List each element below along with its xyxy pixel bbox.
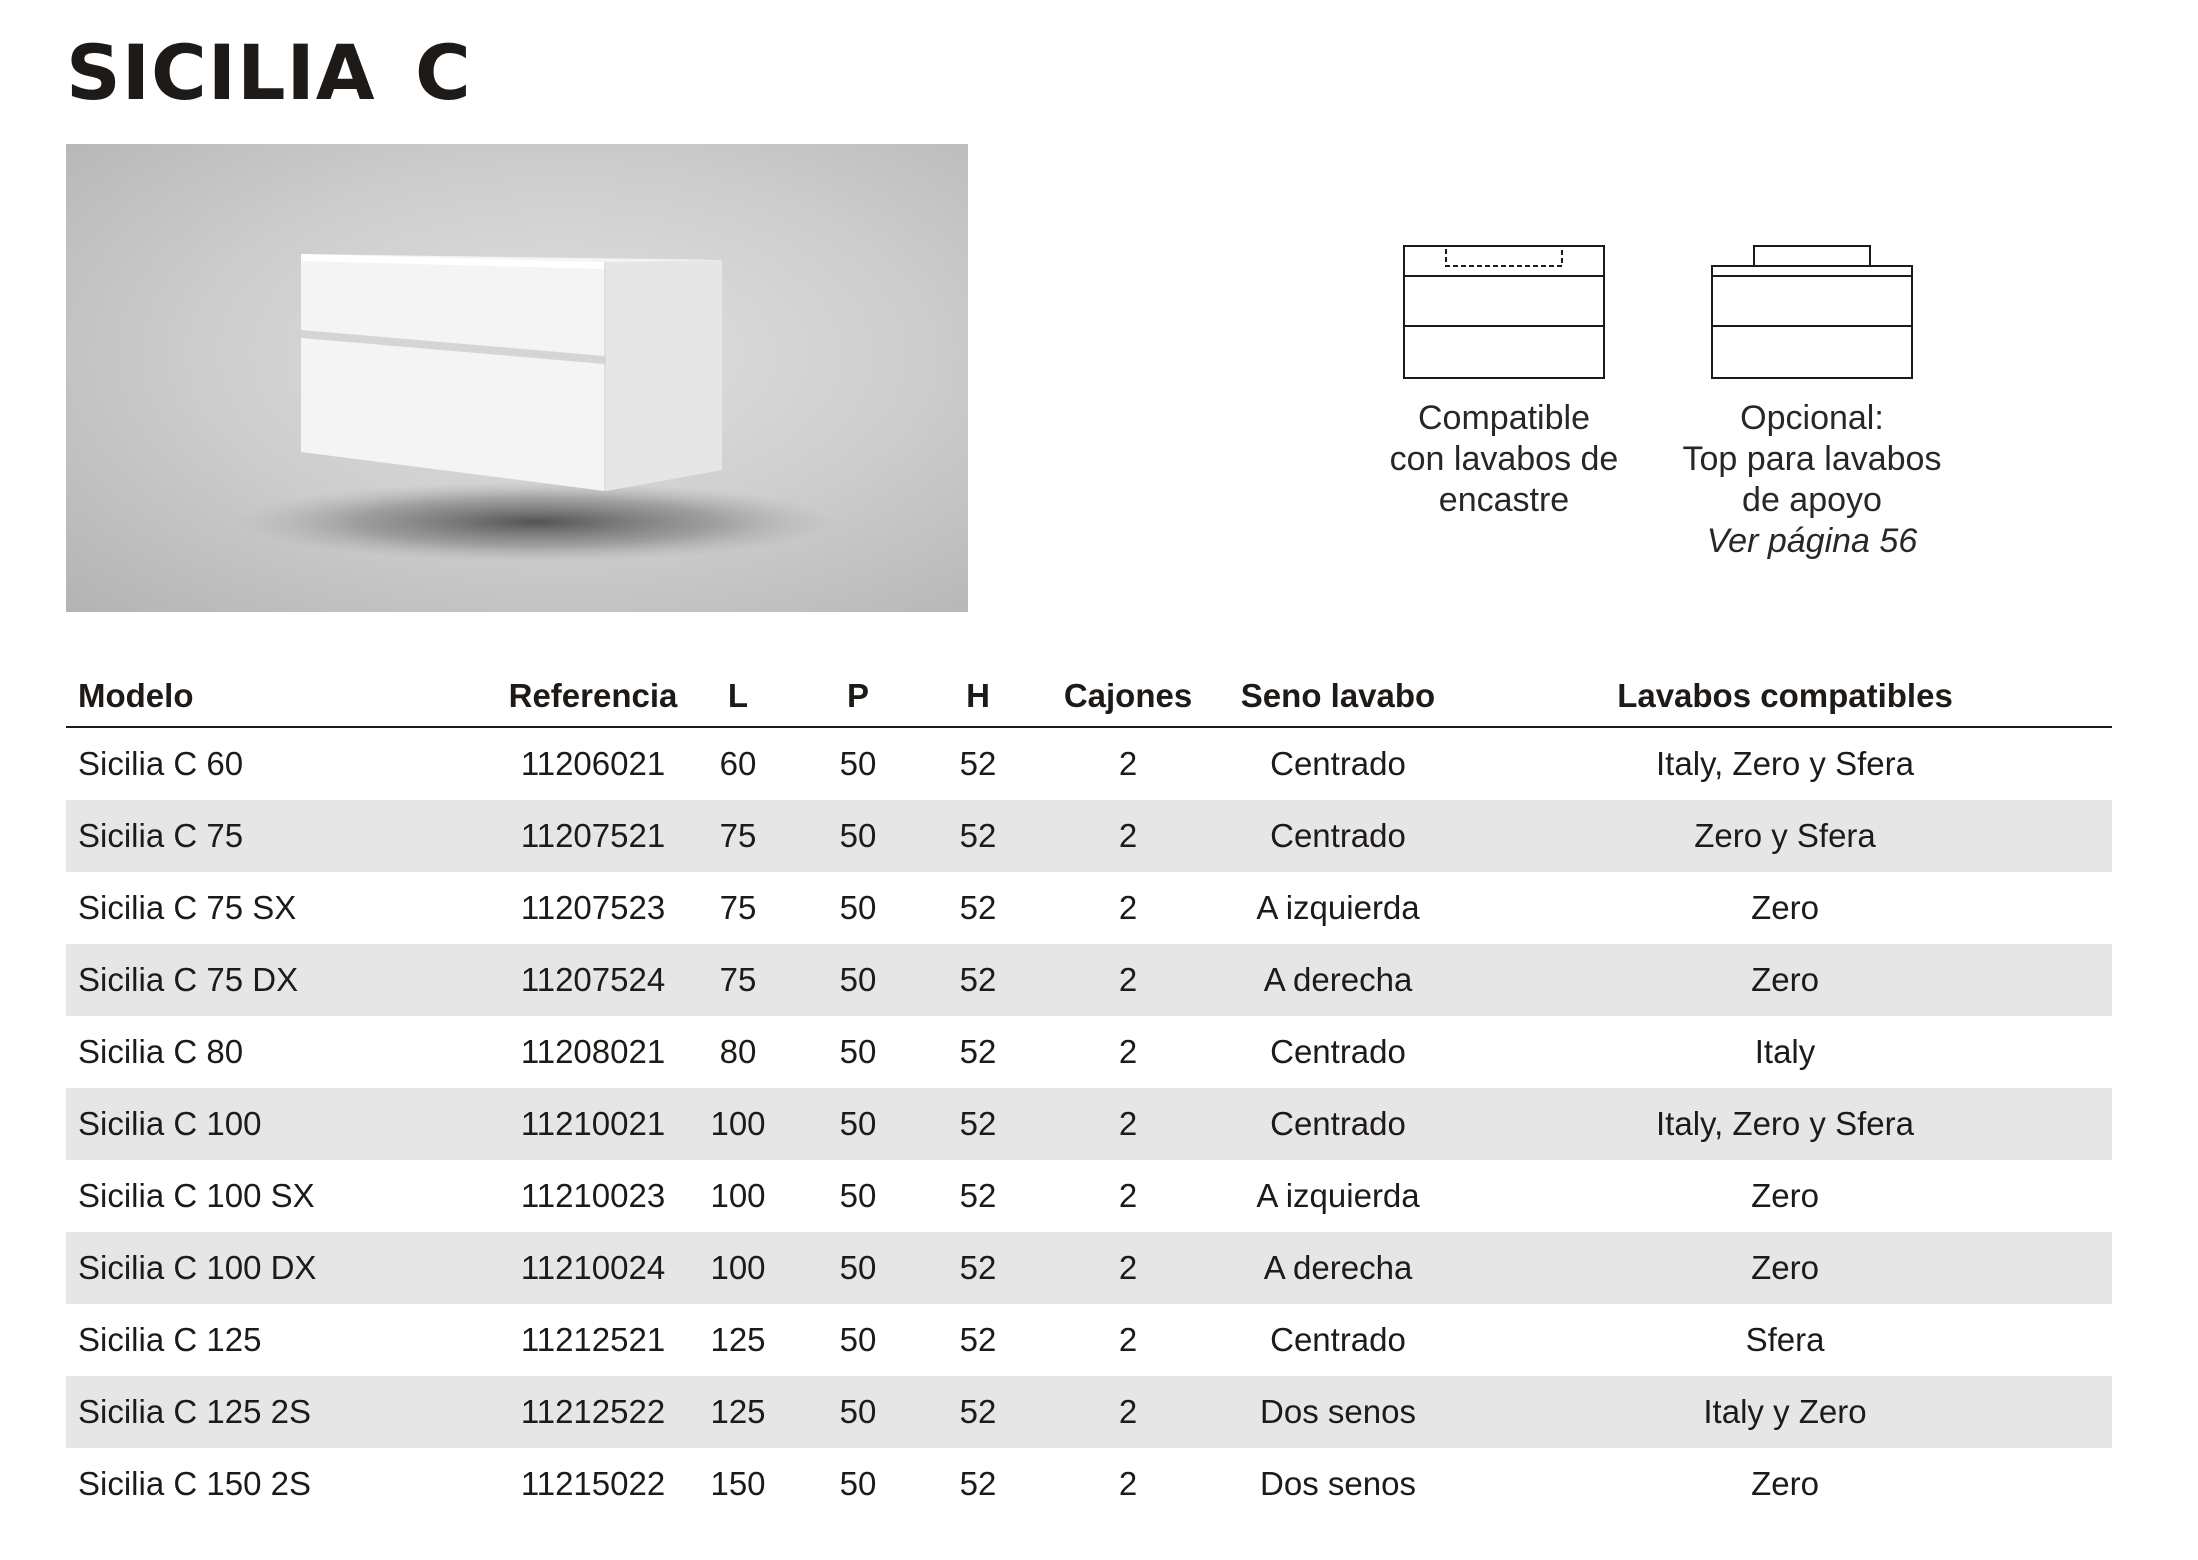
cell-lavabos-compatibles: Sfera (1745, 1321, 1825, 1358)
cell-p: 50 (839, 1465, 877, 1502)
cell-p: 50 (839, 1177, 877, 1214)
cell-seno-lavabo: A izquierda (1256, 1177, 1420, 1214)
vanity-cabinet-illustration (66, 144, 968, 612)
cell-cajones: 2 (1118, 889, 1138, 926)
table-row (66, 1448, 2112, 1520)
cell-referencia: 11215022 (520, 1465, 666, 1502)
cell-h: 52 (918, 800, 1038, 872)
page-reference-link[interactable]: Ver página 56 (1706, 522, 1918, 560)
table-row (66, 800, 2112, 872)
cell-referencia: 11208021 (520, 1033, 666, 1070)
table-row (66, 1160, 2112, 1232)
table-body (66, 727, 2112, 1520)
inset-basin-caption-line: con lavabos de (1389, 440, 1619, 478)
table-row (66, 727, 2112, 800)
header-modelo: Modelo (66, 666, 508, 727)
cell-seno-lavabo: Centrado (1270, 1033, 1406, 1070)
cell-l: 125 (710, 1321, 766, 1358)
cell-referencia: 11207521 (508, 800, 678, 872)
cell-h: 52 (918, 944, 1038, 1016)
cell-seno-lavabo: Dos senos (1218, 1376, 1458, 1448)
cell-cajones: 2 (1038, 800, 1218, 872)
cell-cajones: 2 (1038, 1376, 1218, 1448)
header-h: H (918, 666, 1038, 727)
cell-cajones: 2 (1038, 944, 1218, 1016)
table-row (66, 872, 2112, 944)
cell-l: 150 (710, 1465, 766, 1502)
cell-modelo: Sicilia C 80 (78, 1033, 244, 1070)
cell-l: 75 (678, 944, 798, 1016)
cell-l: 100 (678, 1232, 798, 1304)
cell-l: 75 (719, 889, 757, 926)
countertop-basin-info (1662, 244, 1962, 562)
cell-p: 50 (839, 1321, 877, 1358)
page-title: SICILIA C (66, 28, 472, 117)
cell-seno-lavabo: A derecha (1218, 944, 1458, 1016)
cell-lavabos-compatibles: Zero (1458, 1232, 2112, 1304)
cell-cajones: 2 (1118, 745, 1138, 782)
cell-l: 75 (678, 800, 798, 872)
table-header-row (66, 666, 2112, 727)
cell-referencia: 11207524 (508, 944, 678, 1016)
cell-p: 50 (839, 889, 877, 926)
header-lavabos-compatibles: Lavabos compatibles (1458, 666, 2112, 727)
cell-lavabos-compatibles: Zero (1751, 1465, 1819, 1502)
cell-referencia: 11210021 (508, 1088, 678, 1160)
cell-referencia: 11207523 (520, 889, 666, 926)
cell-h: 52 (918, 1232, 1038, 1304)
product-spec-table (66, 666, 2112, 1520)
cell-modelo: Sicilia C 75 DX (66, 944, 508, 1016)
cell-modelo: Sicilia C 60 (78, 745, 244, 782)
header-referencia: Referencia (508, 666, 678, 727)
cell-h: 52 (959, 1177, 997, 1214)
cell-lavabos-compatibles: Italy, Zero y Sfera (1458, 1088, 2112, 1160)
cell-lavabos-compatibles: Zero (1458, 944, 2112, 1016)
cell-cajones: 2 (1118, 1321, 1138, 1358)
cell-cajones: 2 (1038, 1088, 1218, 1160)
header-seno-lavabo: Seno lavabo (1218, 666, 1458, 727)
cell-l: 80 (719, 1033, 757, 1070)
cell-modelo: Sicilia C 125 (78, 1321, 262, 1358)
table-row (66, 1376, 2112, 1448)
cell-seno-lavabo: Dos senos (1260, 1465, 1416, 1502)
cell-cajones: 2 (1118, 1177, 1138, 1214)
cell-p: 50 (798, 1232, 918, 1304)
cell-h: 52 (918, 1088, 1038, 1160)
header-l: L (678, 666, 798, 727)
cell-seno-lavabo: Centrado (1270, 1321, 1406, 1358)
table-row (66, 944, 2112, 1016)
table-row (66, 1304, 2112, 1376)
cell-lavabos-compatibles: Italy y Zero (1458, 1376, 2112, 1448)
countertop-basin-caption-line: Top para lavabos (1682, 440, 1942, 478)
cell-seno-lavabo: Centrado (1218, 1088, 1458, 1160)
cell-p: 50 (798, 800, 918, 872)
countertop-basin-caption-line: de apoyo (1742, 481, 1882, 519)
cell-modelo: Sicilia C 75 (66, 800, 508, 872)
cell-h: 52 (959, 745, 997, 782)
cell-cajones: 2 (1118, 1033, 1138, 1070)
cell-modelo: Sicilia C 100 (66, 1088, 508, 1160)
cell-p: 50 (798, 1088, 918, 1160)
cell-l: 100 (710, 1177, 766, 1214)
cell-modelo: Sicilia C 100 SX (78, 1177, 315, 1214)
table-row (66, 1016, 2112, 1088)
cell-lavabos-compatibles: Zero (1751, 889, 1819, 926)
countertop-basin-diagram-icon (1710, 244, 1914, 380)
cell-referencia: 11206021 (520, 745, 666, 782)
cell-p: 50 (798, 944, 918, 1016)
cell-l: 60 (719, 745, 757, 782)
cell-referencia: 11212522 (508, 1376, 678, 1448)
cell-p: 50 (839, 1033, 877, 1070)
cell-seno-lavabo: A derecha (1218, 1232, 1458, 1304)
header-p: P (798, 666, 918, 727)
cell-p: 50 (839, 745, 877, 782)
cell-lavabos-compatibles: Zero (1751, 1177, 1819, 1214)
cell-modelo: Sicilia C 125 2S (66, 1376, 508, 1448)
table-row (66, 1232, 2112, 1304)
cell-l: 100 (678, 1088, 798, 1160)
cell-lavabos-compatibles: Italy, Zero y Sfera (1656, 745, 1914, 782)
cell-h: 52 (959, 1033, 997, 1070)
cell-referencia: 11210023 (520, 1177, 666, 1214)
cell-seno-lavabo: A izquierda (1256, 889, 1420, 926)
cell-h: 52 (959, 889, 997, 926)
cell-cajones: 2 (1118, 1465, 1138, 1502)
inset-basin-diagram-icon (1402, 244, 1606, 380)
cell-l: 125 (678, 1376, 798, 1448)
cell-h: 52 (959, 1321, 997, 1358)
cell-p: 50 (798, 1376, 918, 1448)
cell-lavabos-compatibles: Italy (1754, 1033, 1816, 1070)
cell-seno-lavabo: Centrado (1218, 800, 1458, 872)
cell-h: 52 (918, 1376, 1038, 1448)
cell-h: 52 (959, 1465, 997, 1502)
cell-referencia: 11212521 (520, 1321, 666, 1358)
cell-referencia: 11210024 (508, 1232, 678, 1304)
cell-modelo: Sicilia C 150 2S (78, 1465, 311, 1502)
cell-modelo: Sicilia C 100 DX (66, 1232, 508, 1304)
cell-lavabos-compatibles: Zero y Sfera (1458, 800, 2112, 872)
cell-cajones: 2 (1038, 1232, 1218, 1304)
table-row (66, 1088, 2112, 1160)
inset-basin-info (1354, 244, 1654, 521)
countertop-basin-caption-line: Opcional: (1740, 399, 1884, 437)
inset-basin-caption-line: Compatible (1418, 399, 1590, 437)
product-photo (66, 144, 968, 612)
header-cajones: Cajones (1038, 666, 1218, 727)
cell-modelo: Sicilia C 75 SX (78, 889, 297, 926)
inset-basin-caption-line: encastre (1438, 481, 1570, 519)
cell-seno-lavabo: Centrado (1270, 745, 1406, 782)
